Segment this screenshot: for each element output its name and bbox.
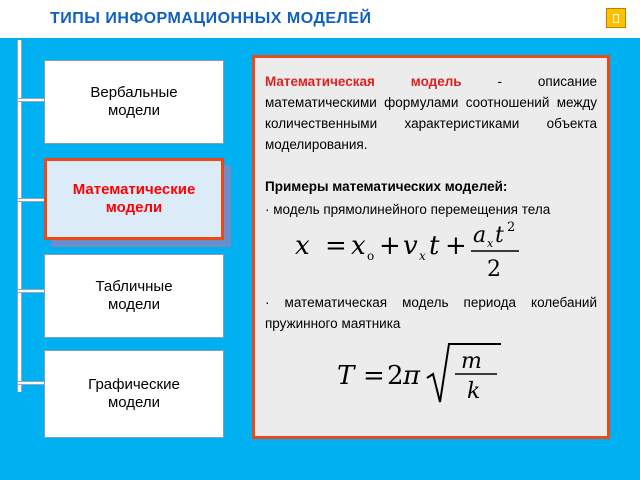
definition-body: - описание математическими формулами соотношений между количественными характеристиками объекта моделирования. — [265, 74, 597, 152]
definition-text — [265, 71, 597, 155]
bullet-icon: · — [265, 202, 270, 217]
page-title: ТИПЫ ИНФОРМАЦИОННЫХ МОДЕЛЕЙ — [50, 10, 372, 27]
example-1-text: модель прямолинейного перемещения тела — [273, 202, 551, 217]
svg-text:2: 2 — [387, 361, 404, 391]
title-bar — [0, 0, 640, 38]
verbal-models-button[interactable]: Вербальные модели — [44, 60, 224, 144]
example-1 — [265, 199, 597, 220]
bullet-icon: · — [265, 295, 270, 310]
tree-connector-line — [17, 40, 22, 392]
table-models-button[interactable]: Табличные модели — [44, 254, 224, 338]
svg-text:x: x — [351, 231, 366, 261]
svg-text:π: π — [403, 361, 421, 391]
examples-heading: Примеры математических моделей: — [265, 179, 508, 194]
svg-text:o: o — [367, 249, 375, 263]
svg-text:v: v — [403, 231, 418, 261]
math-models-button[interactable]: Математические модели — [44, 158, 224, 240]
term-label: Математическая модель — [265, 74, 462, 89]
svg-text:2: 2 — [507, 220, 516, 235]
home-button[interactable] — [606, 8, 626, 28]
svg-text:k: k — [467, 379, 481, 404]
svg-text:t: t — [429, 231, 440, 261]
svg-text:+: + — [445, 231, 467, 261]
svg-text:t: t — [495, 223, 504, 248]
svg-text:=: = — [363, 361, 385, 391]
formula-pendulum — [331, 340, 531, 406]
svg-text:m: m — [461, 349, 482, 374]
graphic-models-button[interactable]: Графические модели — [44, 350, 224, 438]
svg-text:=: = — [325, 231, 347, 261]
svg-text:T: T — [337, 361, 355, 391]
description-panel — [252, 55, 610, 439]
example-2 — [265, 292, 597, 334]
svg-text:x: x — [419, 249, 426, 263]
svg-text:+: + — [379, 231, 401, 261]
svg-text:a: a — [473, 223, 487, 248]
svg-text:x: x — [295, 231, 310, 261]
formula-motion — [291, 220, 571, 280]
example-2-text: математическая модель периода колебаний пружинного маятника — [265, 295, 597, 331]
svg-text:2: 2 — [487, 257, 501, 280]
svg-text:x: x — [487, 237, 494, 250]
home-icon — [613, 14, 619, 23]
